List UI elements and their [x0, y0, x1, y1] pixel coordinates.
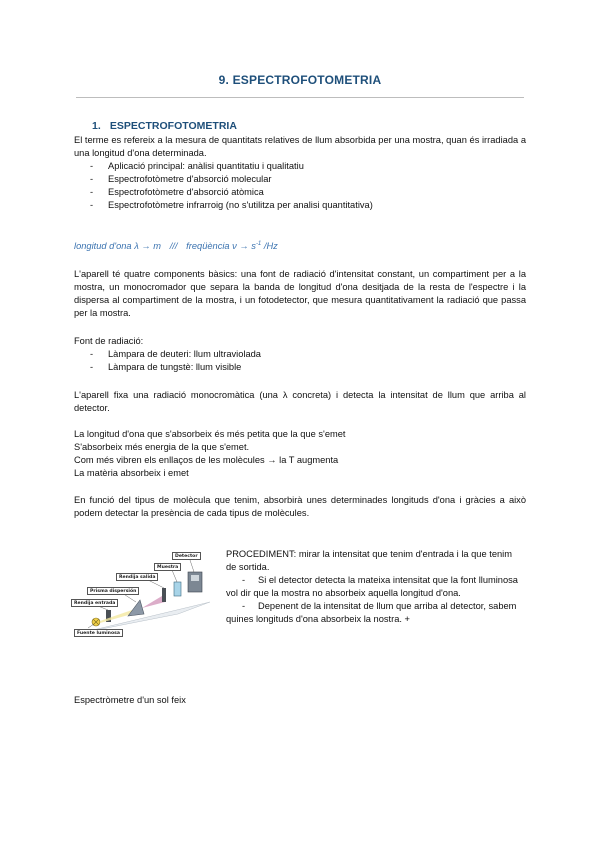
prism-shape — [128, 600, 144, 616]
procedure-item: - Depenent de la intensitat de llum que arriba al detector, sabem quines longituds d'ona absorbeix la nostra. + — [226, 601, 517, 625]
formula-wavelength: longitud d'ona λ → m — [74, 241, 161, 252]
radiation-source-list — [74, 348, 526, 374]
sample-cuvette-shape — [174, 582, 181, 596]
title-divider — [76, 97, 524, 98]
intro-paragraph: El terme es refereix a la mesura de quantitats relatives de llum absorbida per una mostra, quan és irradiada a una longitud d'ona determinada. — [74, 135, 526, 159]
procedure-item: - Si el detector detecta la mateixa intensitat que la font lluminosa vol dir que la mostra no absorbeix aquella longitud d'ona. — [226, 575, 518, 599]
procedure-block — [226, 548, 524, 627]
monochromatic-paragraph: L'aparell fixa una radiació monocromàtica (una λ concreta) i detecta la intensitat de llum que arriba al detector. — [74, 390, 526, 414]
formula-frequency: freqüència ν → s — [186, 241, 256, 252]
section-heading-text: ESPECTROFOTOMETRIA — [109, 120, 237, 132]
formula-line — [74, 241, 278, 251]
list-item: - Espectrofotòmetre d'absorció atòmica — [74, 186, 526, 199]
procedure-item-text: Si el detector detecta la mateixa intensitat que la font lluminosa vol dir que la mostra no absorbeix aquella longitud d'ona. — [226, 575, 518, 599]
spectrum-shape — [142, 596, 165, 608]
list-item: - Làmpara de deuteri: llum ultraviolada — [74, 348, 526, 361]
text-line: S'absorbeix més energia de la que s'emet. — [74, 442, 250, 453]
list-item: - Làmpara de tungstè: llum visible — [74, 361, 526, 374]
procedure-intro: PROCEDIMENT: mirar la intensitat que tenim d'entrada i la que tenim de sortida. — [226, 549, 512, 573]
spectrophotometer-diagram — [70, 544, 220, 640]
page-title: 9. ESPECTROFOTOMETRIA — [218, 73, 382, 87]
light-source-label: Fuente luminosa — [74, 629, 123, 637]
section-number: 1. — [92, 120, 101, 132]
formula-unit: /Hz — [261, 241, 278, 252]
components-paragraph: L'aparell té quatre components bàsics: una font de radiació d'intensitat constant, un compartiment per a la mostra, un monocromador que separa la banda de longitud d'ona desitjada de la resta de l'espectre i la dispersa al compartiment de la mostra, i un fotodetector, que mesura quantitativament la radiació que passa per la mostra. — [74, 269, 526, 319]
procedure-item-text: Depenent de la intensitat de llum que arriba al detector, sabem quines longituds d'ona absorbeix la nostra. + — [226, 601, 517, 625]
energy-lines — [74, 428, 526, 480]
single-beam-heading: Espectròmetre d'un sol feix — [74, 695, 186, 705]
list-item: - Espectrofotòmetre d'absorció molecular — [74, 173, 526, 186]
text-line: La matèria absorbeix i emet — [74, 468, 189, 479]
entrance-slit-label: Rendija entrada — [71, 599, 118, 607]
prism-label: Prisma dispersión — [87, 587, 139, 595]
list-item: - Aplicació principal: anàlisi quantitatiu i qualitatiu — [74, 160, 526, 173]
formula-separator: /// — [169, 241, 178, 252]
exit-slit-label: Rendija salida — [116, 573, 158, 581]
text-line: Com més vibren els enllaços de les molècules → la T augmenta — [74, 455, 339, 466]
radiation-source-label: Font de radiació: — [74, 336, 144, 346]
sample-label: Muestra — [154, 563, 181, 571]
exit-slit-shape — [162, 588, 166, 602]
molecule-paragraph: En funció del tipus de molècula que tenim, absorbirà unes determinades longituds d'ona i gràcies a això podem detectar la presència de cada tipus de molècules. — [74, 495, 526, 519]
application-list — [74, 160, 526, 212]
text-line: La longitud d'ona que s'absorbeix és més petita que la que s'emet — [74, 429, 346, 439]
section-heading — [92, 120, 237, 132]
detector-label: Detector — [172, 552, 201, 560]
list-item: - Espectrofotòmetre infrarroig (no s'utilitza per analisi quantitativa) — [74, 199, 526, 212]
formula-exponent: -1 — [255, 241, 262, 247]
beam-shape — [100, 610, 132, 623]
